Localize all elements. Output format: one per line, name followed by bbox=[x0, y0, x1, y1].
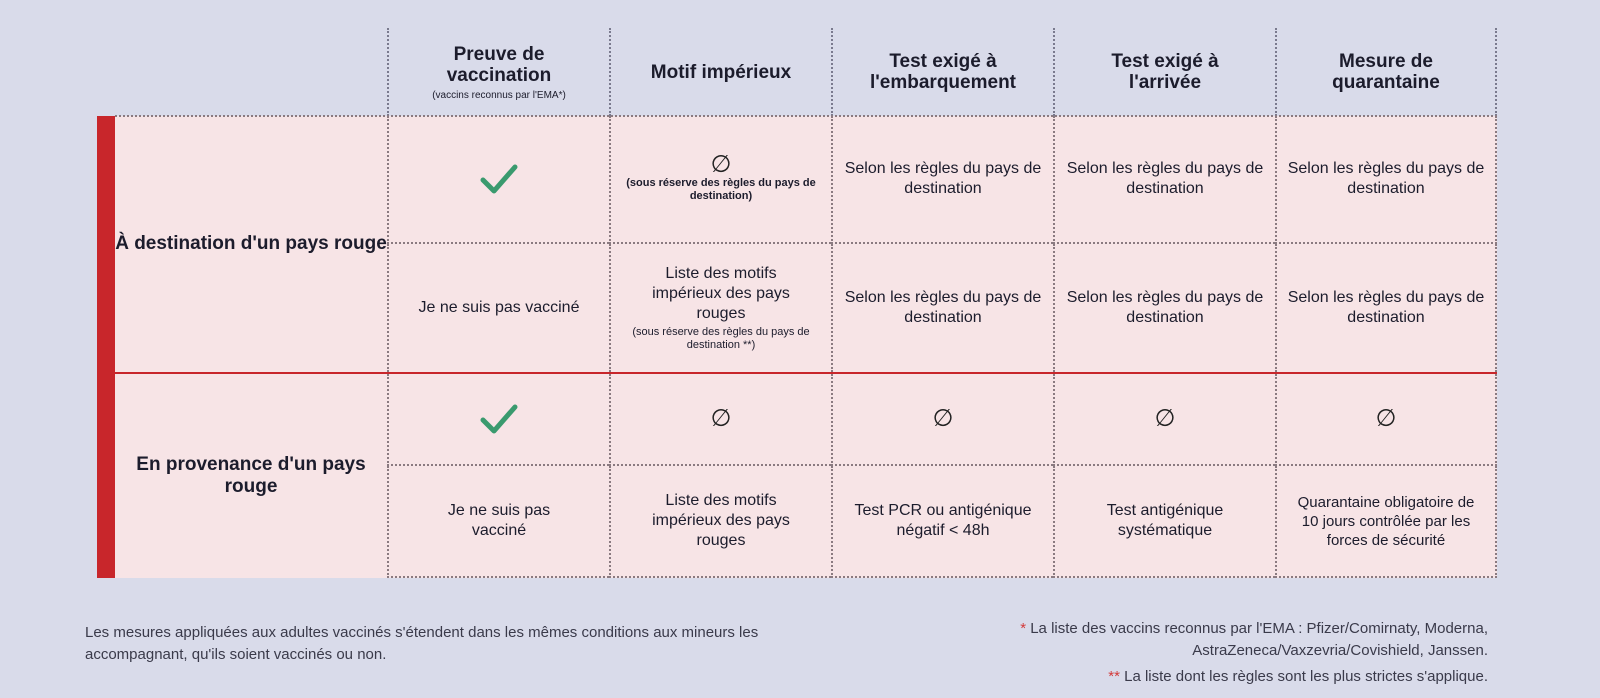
cell-text: Je ne suis pas vacciné bbox=[447, 502, 551, 539]
red-accent-bar bbox=[97, 116, 115, 578]
table-cell bbox=[1275, 466, 1497, 578]
table-cell bbox=[1275, 374, 1497, 466]
header-motif bbox=[609, 28, 831, 116]
table-cell: Selon les règles du pays de destination bbox=[1275, 244, 1497, 372]
header-vaccination bbox=[387, 28, 609, 116]
table-cell bbox=[1053, 466, 1275, 578]
note-text: (sous réserve des règles du pays de destination **) bbox=[632, 326, 810, 351]
check-icon bbox=[479, 162, 519, 196]
table-cell bbox=[609, 466, 831, 578]
cell-text: Quarantaine obligatoire de 10 jours contrôlée par les forces de sécurité bbox=[1297, 493, 1475, 549]
table-cell bbox=[831, 374, 1053, 466]
table-cell bbox=[831, 466, 1053, 578]
table-cell: Selon les règles du pays de destination bbox=[1053, 116, 1275, 244]
cell-note: (sous réserve des règles du pays de destination) bbox=[626, 177, 816, 202]
table-cell: Selon les règles du pays de destination bbox=[831, 244, 1053, 372]
table-cell bbox=[609, 116, 831, 244]
table-cell bbox=[387, 116, 609, 244]
group-label-destination: À destination d'un pays rouge bbox=[115, 233, 387, 254]
double-asterisk-mark: ** bbox=[1108, 668, 1120, 685]
asterisk-mark: * bbox=[1020, 620, 1027, 637]
empty-set-icon: ∅ bbox=[710, 151, 732, 178]
table-cell bbox=[387, 466, 609, 578]
header-title: Mesure de quarantaine bbox=[1332, 51, 1440, 93]
cell-note bbox=[631, 326, 811, 352]
empty-set-icon: ∅ bbox=[710, 405, 732, 432]
header-title: Test exigé à l'arrivée bbox=[1111, 51, 1219, 93]
footnote-text: La liste dont les règles sont les plus strictes s'applique. bbox=[1124, 668, 1488, 685]
group-label-provenance: En provenance d'un pays rouge bbox=[136, 453, 366, 497]
cell-text: Test PCR ou antigénique négatif < 48h bbox=[854, 502, 1032, 539]
empty-set-icon: ∅ bbox=[1375, 405, 1397, 432]
table-cell: Selon les règles du pays de destination bbox=[831, 116, 1053, 244]
cell-text: Liste des motifs impérieux des pays rouges bbox=[652, 492, 790, 549]
header-title: Preuve de vaccination bbox=[446, 43, 552, 86]
table-cell bbox=[1053, 374, 1275, 466]
table-cell: Selon les règles du pays de destination bbox=[1053, 244, 1275, 372]
header-title: Motif impérieux bbox=[650, 61, 792, 83]
header-arrivee bbox=[1053, 28, 1275, 116]
footer-note-right-2 bbox=[910, 666, 1488, 688]
footnote-text: La liste des vaccins reconnus par l'EMA : Pfizer/Comirnaty, Moderna, AstraZeneca/Vaxzevria/Covishield, Janssen. bbox=[1030, 620, 1488, 659]
empty-set-icon: ∅ bbox=[932, 405, 954, 432]
cell-text: Test antigénique systématique bbox=[1106, 502, 1224, 539]
table-cell bbox=[609, 374, 831, 466]
header-title: Test exigé à l'embarquement bbox=[870, 51, 1016, 93]
table-cell: Selon les règles du pays de destination bbox=[1275, 116, 1497, 244]
cell-text: Liste des motifs impérieux des pays rouges bbox=[652, 265, 790, 322]
table-cell bbox=[387, 374, 609, 466]
footer-note-left: Les mesures appliquées aux adultes vaccinés s'étendent dans les mêmes conditions aux mineurs les accompagnant, qu'ils soient vaccinés ou non. bbox=[85, 624, 759, 663]
check-icon bbox=[479, 402, 519, 436]
footer-note-right-1 bbox=[910, 618, 1488, 662]
header-quarantaine bbox=[1275, 28, 1497, 116]
table-cell: Je ne suis pas vacciné bbox=[387, 244, 609, 372]
header-embarquement bbox=[831, 28, 1053, 116]
table-cell bbox=[609, 244, 831, 372]
header-subtitle: (vaccins reconnus par l'EMA*) bbox=[432, 89, 566, 101]
empty-set-icon: ∅ bbox=[1154, 405, 1176, 432]
